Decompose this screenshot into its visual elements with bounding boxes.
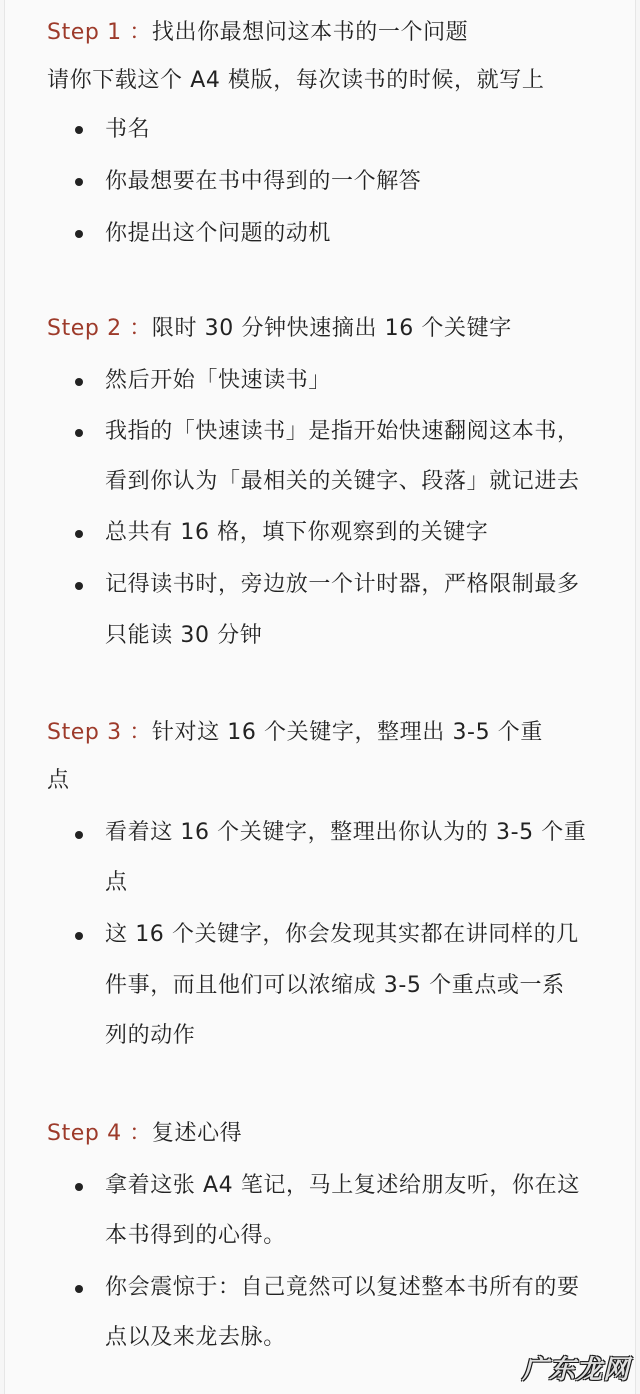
list-item: 看着这 16 个关键字，整理出你认为的 3-5 个重 [105,820,587,845]
list-item: 你会震惊于：自己竟然可以复述整本书所有的要 [105,1275,580,1300]
list-item: 你提出这个问题的动机 [105,221,332,246]
list-item: 这 16 个关键字，你会发现其实都在讲同样的几 [105,922,579,947]
list-item: 拿着这张 A4 笔记，马上复述给朋友听，你在这 [105,1173,580,1198]
list-item-continuation: 列的动作 [105,1023,196,1048]
list-item: 记得读书时，旁边放一个计时器，严格限制最多 [105,572,580,597]
bullet-dot [75,230,83,238]
bullet-dot [75,378,83,386]
list-item-continuation: 点以及来龙去脉。 [105,1325,286,1350]
step-1-intro: 请你下载这个 A4 模版，每次读书的时候，就写上 [47,68,545,93]
step-4-heading [47,1119,242,1149]
step-title: 找出你最想问这本书的一个问题 [151,20,469,45]
list-item: 总共有 16 格，填下你观察到的关键字 [105,520,489,545]
list-item-continuation: 本书得到的心得。 [105,1223,286,1248]
step-label: Step 3 ： [47,720,152,745]
step-1-heading [47,18,468,48]
step-label: Step 4 ： [47,1121,152,1146]
list-item-continuation: 点 [105,870,128,895]
step-3-heading [47,718,543,748]
bullet-dot [75,429,83,437]
step-3-heading-continuation: 点 [47,768,70,793]
watermark-logo: 广东龙网 [521,1355,630,1385]
step-title: 复述心得 [151,1121,243,1146]
step-label: Step 1 ： [47,20,152,45]
bullet-dot [75,530,83,538]
list-item-continuation: 只能读 30 分钟 [105,623,263,648]
step-label: Step 2 ： [47,316,152,341]
list-item: 然后开始「快速读书」 [105,368,332,393]
list-item-continuation: 看到你认为「最相关的关键字、段落」就记进去 [105,469,580,494]
watermark [522,1349,630,1386]
step-title: 针对这 16 个关键字，整理出 3-5 个重 [151,720,543,745]
article-body [4,0,636,1394]
bullet-dot [75,1285,83,1293]
list-item: 书名 [105,117,151,142]
step-2-heading [47,314,512,344]
bullet-dot [75,1183,83,1191]
bullet-dot [75,582,83,590]
list-item: 你最想要在书中得到的一个解答 [105,169,422,194]
bullet-dot [75,126,83,134]
bullet-dot [75,831,83,839]
step-title: 限时 30 分钟快速摘出 16 个关键字 [151,316,512,341]
list-item: 我指的「快速读书」是指开始快速翻阅这本书， [105,419,580,444]
list-item-continuation: 件事，而且他们可以浓缩成 3-5 个重点或一系 [105,973,565,998]
bullet-dot [75,178,83,186]
bullet-dot [75,932,83,940]
